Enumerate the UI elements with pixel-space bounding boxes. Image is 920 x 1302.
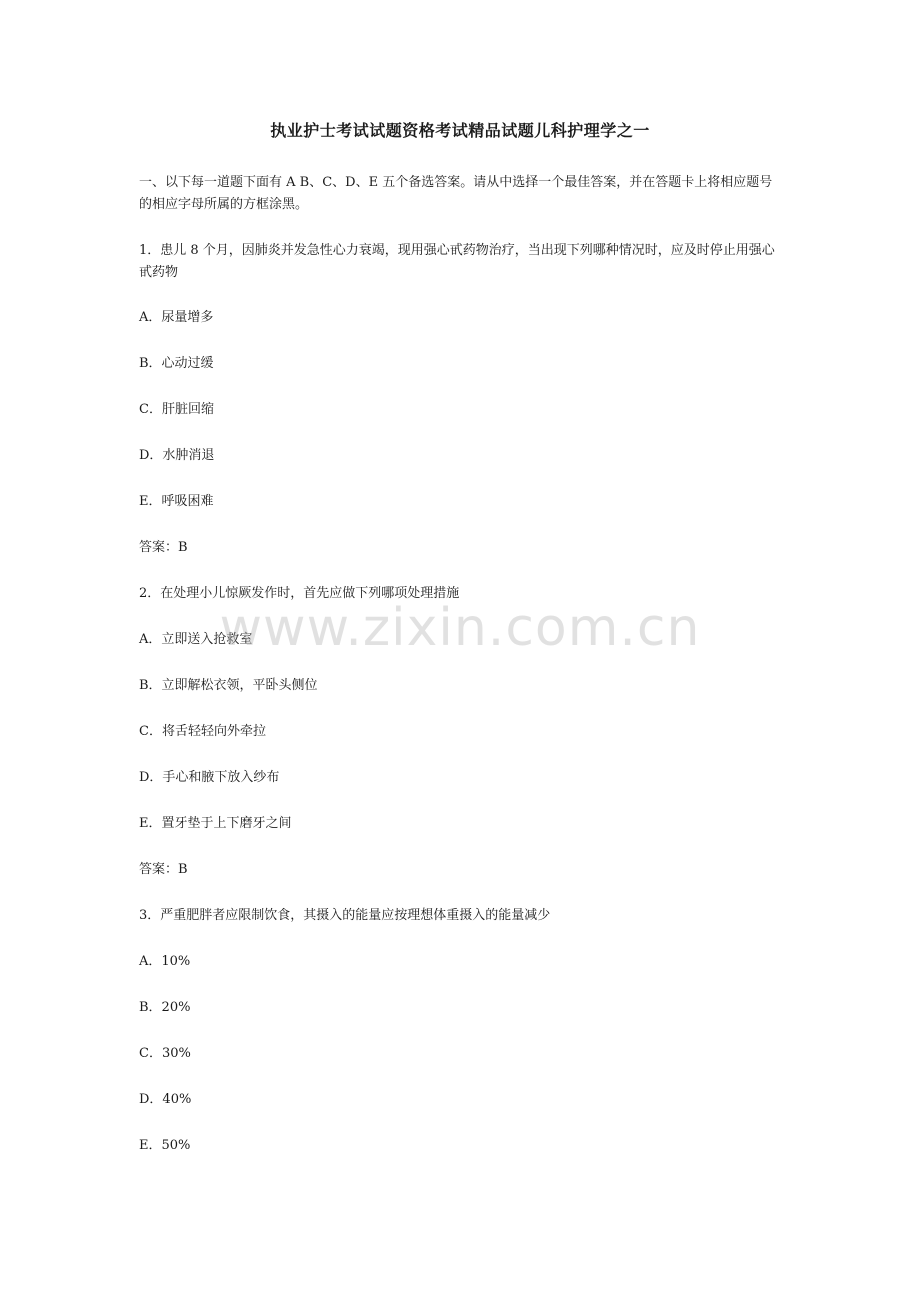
document-body [139, 172, 779, 1182]
question-2-option-a: A．立即送入抢救室 [139, 632, 253, 647]
question-1-option-b: B．心动过缓 [139, 356, 214, 371]
question-1-text: 1．患儿 8 个月，因肺炎并发急性心力衰竭，现用强心甙药物治疗，当出现下列哪种情况时，应及时停止用强心甙药物 [139, 243, 775, 280]
question-3-option-d: D．40% [139, 1092, 192, 1107]
question-2-option-b: B．立即解松衣领，平卧头侧位 [139, 678, 318, 693]
question-3-option-c: C．30% [139, 1046, 191, 1061]
document-title: 执业护士考试试题资格考试精品试题儿科护理学之一 [270, 121, 650, 140]
watermark: www.zixin.com.cn [219, 598, 701, 658]
question-2-text: 2．在处理小儿惊厥发作时，首先应做下列哪项处理措施 [139, 586, 460, 601]
question-2-option-d: D．手心和腋下放入纱布 [139, 770, 280, 785]
instructions-text: 一、以下每一道题下面有 A B、C、D、E 五个备选答案。请从中选择一个最佳答案，并在答题卡上将相应题号的相应字母所属的方框涂黑。 [139, 175, 773, 212]
question-1-option-e: E．呼吸困难 [139, 494, 214, 509]
question-1-option-a: A．尿量增多 [139, 310, 214, 325]
question-3-option-b: B．20% [139, 1000, 191, 1015]
question-1-option-c: C．肝脏回缩 [139, 402, 214, 417]
question-1-option-d: D．水肿消退 [139, 448, 215, 463]
question-2-option-e: E．置牙垫于上下磨牙之间 [139, 816, 292, 831]
question-3-text: 3．严重肥胖者应限制饮食，其摄入的能量应按理想体重摄入的能量减少 [139, 908, 551, 923]
question-1-answer: 答案：B [139, 540, 188, 555]
question-2-option-c: C．将舌轻轻向外牵拉 [139, 724, 266, 739]
question-3-option-e: E．50% [139, 1138, 191, 1153]
question-2-answer: 答案：B [139, 862, 188, 877]
question-3-option-a: A．10% [139, 954, 191, 969]
